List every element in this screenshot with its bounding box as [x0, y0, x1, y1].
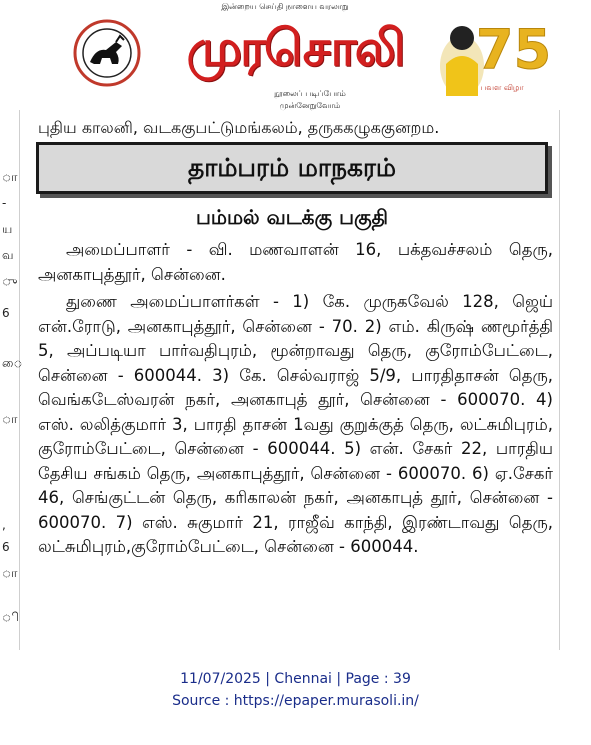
jubilee-number: 75 [476, 18, 552, 81]
adjacent-column-fragment [0, 110, 23, 650]
left-fragment: 6 [2, 306, 10, 320]
newspaper-brand: முரசொலி [186, 19, 404, 77]
footer-source-line: Source : https://epaper.murasoli.in/ [172, 693, 419, 709]
section-banner [36, 142, 548, 194]
footer-date-line: 11/07/2025 | Chennai | Page : 39 [180, 671, 411, 687]
left-fragment: ு [2, 274, 18, 288]
masthead-subline: நூலைப் படிப்போம் முன்னேறுவோம் [274, 89, 346, 110]
left-fragment: ா [2, 412, 18, 426]
jubilee-75-logo [432, 4, 552, 104]
left-fragment: ி [2, 610, 19, 624]
source-footer [0, 668, 591, 712]
body-paragraph: துணை அமைப்பாளர்கள் - 1) கே. முருகவேல் 128, ஜெய் என்.ரோடு, அனகாபுத்தூர், சென்னை - 70. 2) எம். கிருஷ் ணமூர்த்தி 5, அப்படியா பார்வதிபுரம், மூன்றாவது தெரு, குரோம்பேட்டை, சென்னை - 600044. 3) கே. செல்வராஜ் 5/9, பாரதிதாசன் தெரு, வெங்கடேஸ்வரன் நகர், அனகாபுத் தூர், சென்னை - 600070. 4) எஸ். லலித்குமார் 3, பாரதி தாசன் 1வது குறுக்குத் தெரு, லட்சுமிபுரம், குரோம்பேட்டை, சென்னை - 600044. 5) என். சேகர் 22, பாரதிய தேசிய சங்கம் தெரு, அனகாபுத்தூர், சென்னை - 600070. 6) ஏ.சேகர் 46, செங்குட்டன் தெரு, கரிகாலன் நகர், அனகாபுத் தூர், சென்னை - 600070. 7) எஸ். சுகுமார் 21, ராஜீவ் காந்தி, இரண்டாவது தெரு, லட்சுமிபுரம்,குரோம்பேட்டை, சென்னை - 600044. [38, 292, 553, 556]
left-fragment: ா [2, 566, 18, 580]
party-emblem-logo [72, 18, 142, 88]
left-fragment: , [2, 518, 6, 532]
left-fragment: ா [2, 170, 18, 184]
preceding-text-line: புதிய காலனி, வடககுபட்டுமங்கலம், தருககழுககுனறம. [38, 118, 440, 137]
masthead [0, 0, 591, 110]
left-fragment: வ [2, 248, 14, 262]
section-banner-title: தாம்பரம் மாநகரம் [187, 153, 397, 182]
jubilee-caption: பவள விழா [480, 83, 524, 92]
masthead-tagline: இன்றைய செய்தி நாளைய வரலாறு [221, 2, 349, 11]
left-fragment: ய [2, 222, 13, 236]
body-paragraph: அமைப்பாளர் - வி. மணவாளன் 16, பக்தவச்சலம் தெரு, அனகாபுத்தூர், சென்னை. [38, 240, 553, 284]
left-fragment: 6 [2, 540, 10, 554]
article-clipping [30, 110, 560, 650]
article-subhead: பம்மல் வடக்கு பகுதி [195, 205, 389, 229]
left-fragment: - [2, 196, 7, 210]
left-fragment: ை [2, 356, 23, 370]
